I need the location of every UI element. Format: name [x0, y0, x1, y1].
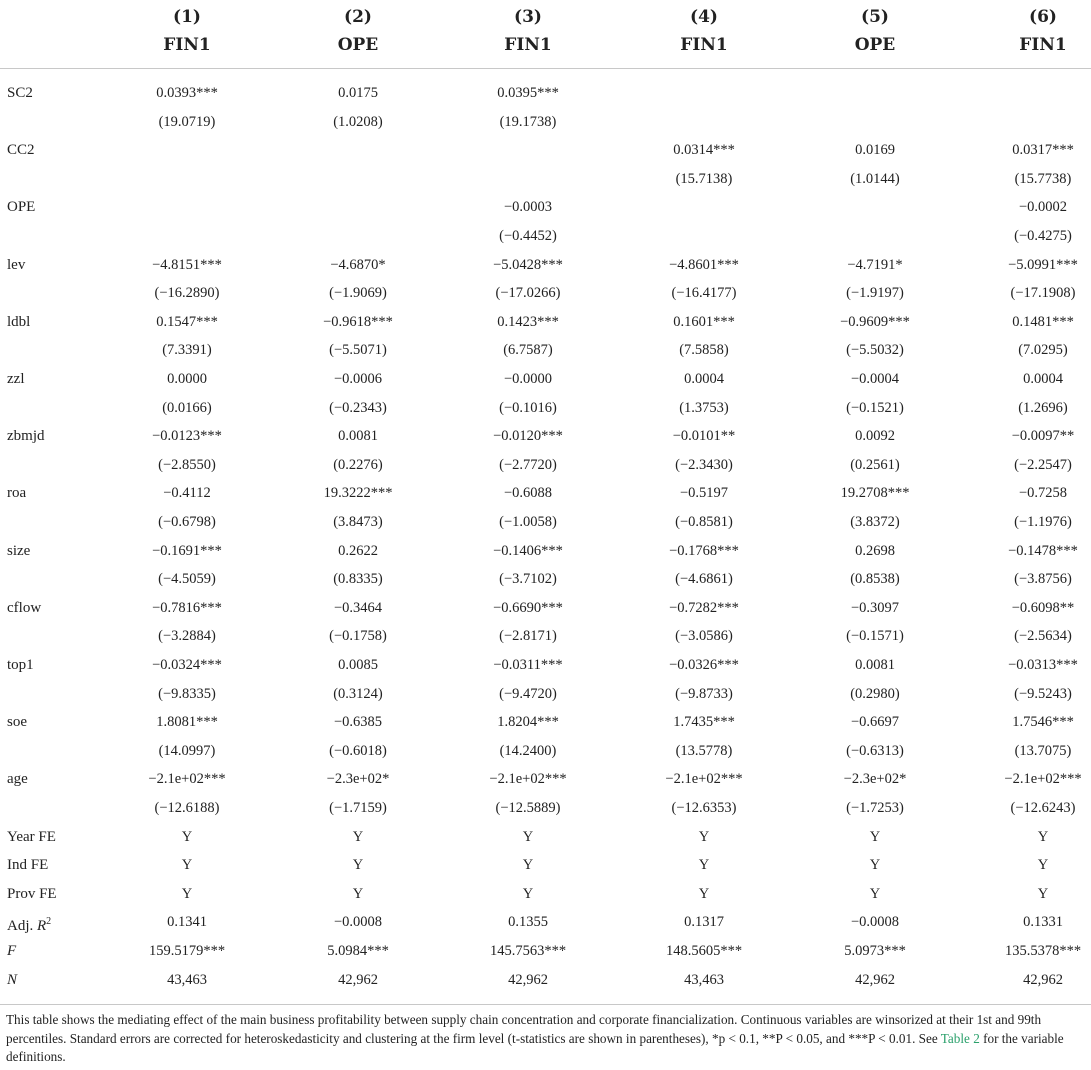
table-row — [0, 594, 1091, 623]
table-row — [0, 451, 1091, 480]
table-cell: (−17.0266) — [495, 285, 561, 302]
table-cell: 42,962 — [508, 971, 548, 988]
table-cell: 0.0175 — [338, 85, 378, 101]
table-row — [0, 394, 1091, 423]
table-cell: (15.7738) — [1014, 170, 1072, 187]
row-label: ldbl — [7, 313, 31, 330]
table-cell: −0.0097** — [1011, 428, 1075, 445]
table-cell: 0.0081 — [338, 428, 378, 445]
table-cell: 42,962 — [1023, 971, 1063, 988]
table-cell: 0.1481*** — [1012, 313, 1074, 330]
table-cell: −0.3097 — [850, 599, 900, 616]
table-cell: 42,962 — [855, 971, 895, 988]
table-cell: 159.5179*** — [148, 943, 226, 959]
row-label: Ind FE — [7, 857, 49, 874]
table-cell: (−1.9069) — [329, 285, 387, 302]
column-number: (6) — [1029, 7, 1057, 27]
table-cell: (−0.4275) — [1014, 228, 1072, 244]
table-cell: −5.0991*** — [1008, 256, 1078, 273]
table-cell: (1.3753) — [679, 399, 729, 416]
table-cell: (−1.1976) — [1014, 514, 1072, 530]
table-cell: −0.4112 — [163, 485, 211, 502]
table-cell: Y — [522, 857, 534, 874]
row-label: zzl — [7, 371, 25, 387]
table-cell: (−1.9197) — [846, 285, 904, 302]
table-row — [0, 79, 1091, 108]
table-cell: (−3.0586) — [675, 628, 733, 645]
table-cell: 0.0000 — [167, 371, 207, 387]
table-cell: Y — [181, 885, 193, 902]
table-row — [0, 251, 1091, 280]
table-row — [0, 308, 1091, 337]
column-header-3 — [473, 3, 583, 59]
column-variable: FIN1 — [504, 35, 552, 55]
table-cell: −0.0123*** — [152, 428, 222, 445]
column-variable: FIN1 — [1019, 35, 1067, 55]
table-cell: 0.0395*** — [497, 85, 559, 101]
table-cell: 0.0314*** — [673, 142, 735, 159]
column-number: (3) — [514, 7, 542, 27]
table-row — [0, 479, 1091, 508]
table-cell: (−0.2343) — [329, 399, 387, 416]
table-cell: −0.9618*** — [323, 313, 393, 330]
table-cell: 0.1331 — [1023, 914, 1063, 931]
table-cell: −4.6870* — [330, 256, 386, 273]
table-cell: 0.1317 — [684, 914, 724, 931]
row-label: CC2 — [7, 142, 35, 159]
table-cell: 0.1423*** — [497, 313, 559, 330]
table-cell: (−0.6018) — [329, 742, 387, 759]
table-cell: (−12.6188) — [154, 800, 220, 816]
table-cell: Y — [698, 885, 710, 902]
table-cell: −5.0428*** — [493, 256, 563, 273]
table-cell: (7.3391) — [162, 342, 212, 359]
table-cell: −0.7816*** — [152, 599, 222, 616]
row-label: cflow — [7, 599, 42, 616]
table-row — [0, 136, 1091, 165]
table-cell: (−9.4720) — [499, 685, 557, 702]
table-cell: (−2.8550) — [158, 456, 216, 473]
column-number: (5) — [861, 7, 889, 27]
table-cell: Y — [522, 828, 534, 845]
table-row — [0, 165, 1091, 194]
table-cell: (1.0208) — [333, 113, 383, 130]
column-header-1 — [132, 3, 242, 59]
table-cell: −0.0008 — [333, 914, 383, 931]
table-cell: (−0.1758) — [329, 628, 387, 645]
table-cell: (−16.4177) — [671, 285, 737, 302]
table-row — [0, 823, 1091, 852]
table-cell: (−3.8756) — [1014, 571, 1072, 588]
table-cell: 0.0169 — [855, 142, 895, 159]
table-cell: 42,962 — [338, 971, 378, 988]
footnote-tail: for the variable definitions. — [6, 1030, 1064, 1064]
column-header-4 — [649, 3, 759, 59]
table-cell: 1.7546*** — [1012, 714, 1074, 731]
table-row — [0, 794, 1091, 823]
table-cell: (3.8372) — [850, 514, 900, 530]
table-cell: 0.1341 — [167, 914, 207, 931]
column-header-2 — [303, 3, 413, 59]
table-cell: −0.0324*** — [152, 657, 222, 673]
column-number: (4) — [690, 7, 718, 27]
table-bottom-rule — [0, 1004, 1091, 1005]
table-cell: −4.8151*** — [152, 256, 222, 273]
row-label: zbmjd — [7, 428, 45, 445]
table-cell: −0.6098** — [1011, 599, 1075, 616]
table-cell: (−16.2890) — [154, 285, 220, 302]
table-row — [0, 708, 1091, 737]
table-cell: (−5.5071) — [329, 342, 387, 359]
column-variable: FIN1 — [163, 35, 211, 55]
table-row — [0, 537, 1091, 566]
column-number: (2) — [344, 7, 372, 27]
table-cell: (−4.6861) — [675, 571, 733, 588]
table-cell: 5.0984*** — [327, 943, 389, 959]
column-variable: OPE — [854, 35, 896, 55]
table-row — [0, 422, 1091, 451]
table-cell: Y — [1037, 828, 1049, 845]
table-cell: Y — [1037, 885, 1049, 902]
table-cell: −0.3464 — [333, 599, 383, 616]
table-cell: 43,463 — [167, 971, 207, 988]
table-row — [0, 108, 1091, 137]
footnote-text: This table shows the mediating effect of the main business profitability between supply chain concentration and corporate financialization. Continuous variables are winsorized at their 1st and 99th percentiles. Standard errors are corrected for heteroskedasticity and clustering at the firm level (t-statistics are shown in parentheses), *p < 0.1, **P < 0.05, and ***P < 0.01. See — [6, 1012, 1042, 1046]
column-variable: FIN1 — [680, 35, 728, 55]
table-cell: −0.7282*** — [669, 599, 739, 616]
table-cell: 5.0973*** — [844, 943, 906, 959]
table-cell: Y — [181, 857, 193, 874]
table-cell: (−2.2547) — [1014, 456, 1072, 473]
table-cell: 0.0004 — [1023, 371, 1063, 387]
table-cell: (−0.6313) — [846, 742, 904, 759]
table-row — [0, 565, 1091, 594]
table-cell: (−0.4452) — [499, 228, 557, 244]
table-row — [0, 737, 1091, 766]
table-cell: Y — [869, 828, 881, 845]
table-cell: (−3.2884) — [158, 628, 216, 645]
table-cell: (0.3124) — [333, 685, 383, 702]
table-row — [0, 937, 1091, 966]
table-cell: −2.1e+02*** — [148, 771, 226, 788]
table-cell: 0.0085 — [338, 657, 378, 673]
table-cell: −0.7258 — [1018, 485, 1068, 502]
table-cell: (19.1738) — [499, 113, 557, 130]
table-cell: (−0.1571) — [846, 628, 904, 645]
table-cell: −0.5197 — [679, 485, 729, 502]
table-cell: −2.1e+02*** — [1004, 771, 1082, 788]
table-row — [0, 966, 1091, 995]
row-label: OPE — [7, 199, 36, 216]
table-cell: (−17.1908) — [1010, 285, 1076, 302]
table-cell: (3.8473) — [333, 514, 383, 530]
table-cell: (−2.8171) — [499, 628, 557, 645]
table-cell: (0.2980) — [850, 685, 900, 702]
row-label: lev — [7, 256, 26, 273]
table-cell: (1.2696) — [1018, 399, 1068, 416]
table-cell: −0.0326*** — [669, 657, 739, 673]
table-cell: 43,463 — [684, 971, 724, 988]
table-cell: −0.0008 — [850, 914, 900, 931]
table-cell: (−12.6243) — [1010, 800, 1076, 816]
table-cell: (−0.1016) — [499, 399, 557, 416]
table-cell: −0.6385 — [333, 714, 383, 731]
table-cell: (−0.1521) — [846, 399, 904, 416]
table-cell: (13.5778) — [675, 742, 733, 759]
table-header — [0, 0, 1091, 69]
table-row — [0, 336, 1091, 365]
table-row — [0, 880, 1091, 909]
table-cell: (−1.7159) — [329, 800, 387, 816]
row-label: SC2 — [7, 85, 33, 101]
table-cell: 0.0317*** — [1012, 142, 1074, 159]
table-cell: (14.0997) — [158, 742, 216, 759]
table-cell: 0.2622 — [338, 542, 378, 559]
table-cell: −4.7191* — [847, 256, 903, 273]
table-cell: 0.0004 — [684, 371, 724, 387]
table-cell: −0.6697 — [850, 714, 900, 731]
table-cell: 19.2708*** — [840, 485, 910, 502]
table-cell: −4.8601*** — [669, 256, 739, 273]
table-row — [0, 222, 1091, 251]
table-cell: (1.0144) — [850, 170, 900, 187]
row-label: roa — [7, 485, 27, 502]
table-cell: (0.2561) — [850, 456, 900, 473]
table-cell: (−9.5243) — [1014, 685, 1072, 702]
table-cell: (−12.6353) — [671, 800, 737, 816]
table-row — [0, 765, 1091, 794]
table-cell: −0.0006 — [333, 371, 383, 387]
table-row — [0, 908, 1091, 937]
table-cell: −2.3e+02* — [326, 771, 390, 788]
table-2-link[interactable]: Table 2 — [940, 1030, 980, 1046]
column-variable: OPE — [337, 35, 379, 55]
table-cell: (−2.5634) — [1014, 628, 1072, 645]
table-cell: −0.0120*** — [493, 428, 563, 445]
table-cell: −2.1e+02*** — [489, 771, 567, 788]
table-row — [0, 193, 1091, 222]
table-cell: (−4.5059) — [158, 571, 216, 588]
table-cell: −0.1691*** — [152, 542, 222, 559]
table-cell: 0.1547*** — [156, 313, 218, 330]
table-cell: (−1.0058) — [499, 514, 557, 530]
table-cell: 135.5378*** — [1004, 943, 1082, 959]
table-cell: (15.7138) — [675, 170, 733, 187]
table-cell: (−0.8581) — [675, 514, 733, 530]
table-row — [0, 508, 1091, 537]
table-cell: −0.0004 — [850, 371, 900, 387]
table-cell: Y — [352, 885, 364, 902]
table-footnote — [6, 1011, 1084, 1067]
table-cell: 1.8081*** — [156, 714, 218, 731]
row-label: age — [7, 771, 28, 788]
table-cell: (7.0295) — [1018, 342, 1068, 359]
row-label: Year FE — [7, 828, 56, 845]
table-cell: 1.7435*** — [673, 714, 735, 731]
table-cell: −0.1768*** — [669, 542, 739, 559]
table-cell: Y — [352, 857, 364, 874]
column-header-6 — [988, 3, 1091, 59]
table-cell: Y — [352, 828, 364, 845]
table-cell: 0.0393*** — [156, 85, 218, 101]
table-cell: 0.1601*** — [673, 313, 735, 330]
table-cell: Y — [181, 828, 193, 845]
table-cell: Y — [698, 857, 710, 874]
table-cell: Y — [1037, 857, 1049, 874]
table-cell: 0.0092 — [855, 428, 895, 445]
column-header-5 — [820, 3, 930, 59]
table-cell: −0.6690*** — [493, 599, 563, 616]
table-cell: (0.2276) — [333, 456, 383, 473]
table-cell: 0.2698 — [855, 542, 895, 559]
table-cell: 0.1355 — [508, 914, 548, 931]
table-row — [0, 622, 1091, 651]
table-cell: 145.7563*** — [489, 943, 567, 959]
table-cell: 19.3222*** — [323, 485, 393, 502]
table-cell: −0.0101** — [672, 428, 736, 445]
table-cell: (−5.5032) — [846, 342, 904, 359]
table-cell: (13.7075) — [1014, 742, 1072, 759]
table-cell: (6.7587) — [503, 342, 553, 359]
table-cell: −0.1406*** — [493, 542, 563, 559]
table-row — [0, 851, 1091, 880]
row-label: top1 — [7, 657, 34, 673]
table-cell: −0.0003 — [503, 199, 553, 216]
table-row — [0, 680, 1091, 709]
table-cell: (−1.7253) — [846, 800, 904, 816]
row-label: Prov FE — [7, 885, 57, 902]
table-cell: (−2.3430) — [675, 456, 733, 473]
table-cell: (0.8538) — [850, 571, 900, 588]
table-cell: (−3.7102) — [499, 571, 557, 588]
table-cell: (−0.6798) — [158, 514, 216, 530]
table-cell: (−9.8733) — [675, 685, 733, 702]
table-cell: −0.1478*** — [1008, 542, 1078, 559]
table-cell: (0.0166) — [162, 399, 212, 416]
column-number: (1) — [173, 7, 201, 27]
row-label: F — [7, 943, 17, 959]
row-label: Adj. $R^2$ — [7, 916, 52, 935]
table-cell: (14.2400) — [499, 742, 557, 759]
table-row — [0, 365, 1091, 394]
table-cell: Y — [869, 885, 881, 902]
table-row — [0, 279, 1091, 308]
table-cell: (−9.8335) — [158, 685, 216, 702]
table-cell: −0.6088 — [503, 485, 553, 502]
table-cell: (−2.7720) — [499, 456, 557, 473]
table-cell: (0.8335) — [333, 571, 383, 588]
table-cell: −0.0313*** — [1008, 657, 1078, 673]
table-cell: −2.1e+02*** — [665, 771, 743, 788]
table-cell: 0.0081 — [855, 657, 895, 673]
table-cell: Y — [698, 828, 710, 845]
table-cell: 148.5605*** — [665, 943, 743, 959]
table-cell: −0.0311*** — [493, 657, 563, 673]
table-cell: (7.5858) — [679, 342, 729, 359]
row-label: soe — [7, 714, 27, 731]
table-cell: (−12.5889) — [495, 800, 561, 816]
table-cell: (19.0719) — [158, 113, 216, 130]
table-cell: −0.0002 — [1018, 199, 1068, 216]
row-label: size — [7, 542, 31, 559]
row-label: N — [7, 971, 18, 988]
table-cell: Y — [869, 857, 881, 874]
table-row — [0, 651, 1091, 680]
table-cell: −0.0000 — [503, 371, 553, 387]
table-cell: 1.8204*** — [497, 714, 559, 731]
table-cell: −2.3e+02* — [843, 771, 907, 788]
table-cell: −0.9609*** — [840, 313, 910, 330]
table-cell: Y — [522, 885, 534, 902]
